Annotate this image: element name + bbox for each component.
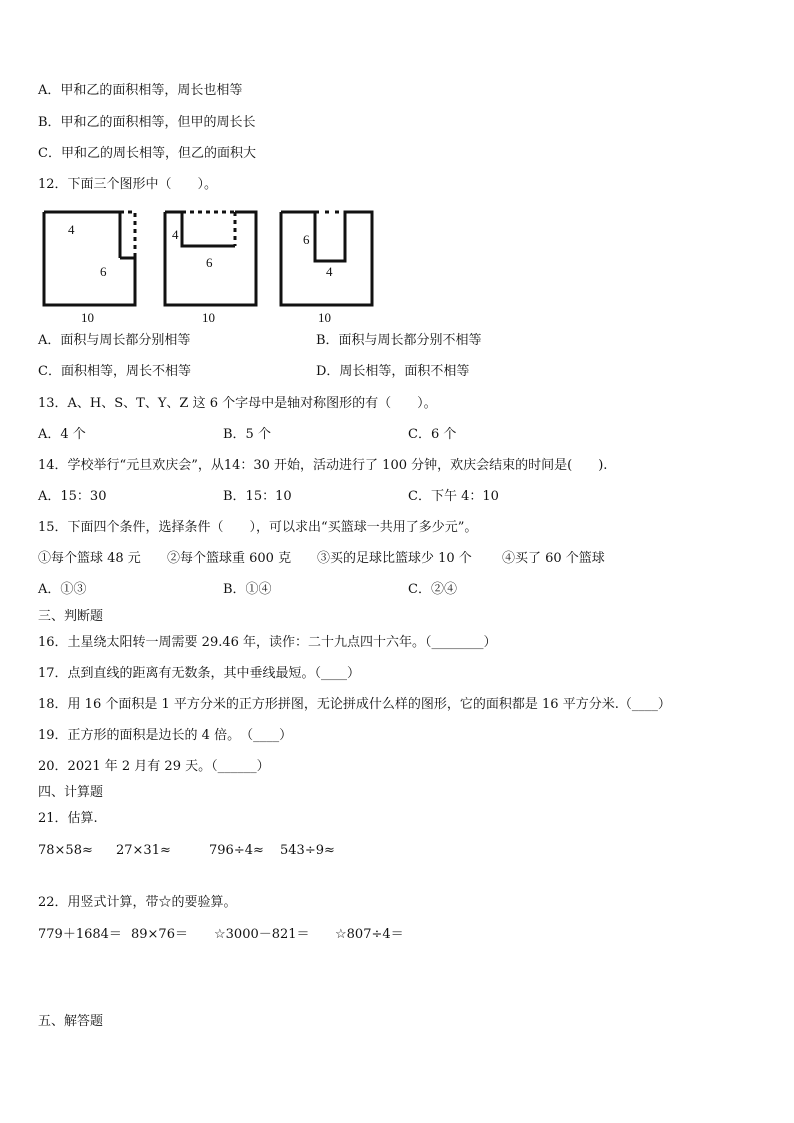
q14-option-c: C．下午 4：10 <box>408 489 499 504</box>
q15-condition-2: ②每个篮球重 600 克 <box>167 551 292 566</box>
q12-figure-2 <box>161 208 265 328</box>
q12-figure-3-bottom-label: 10 <box>318 310 331 325</box>
q12-figure-2-bottom-label: 10 <box>202 310 215 325</box>
section-4-heading: 四、计算题 <box>38 785 104 800</box>
q21-stem: 21．估算. <box>38 811 98 826</box>
q12-figure-3-inner-label: 4 <box>326 264 333 279</box>
q20: 20．2021 年 2 月有 29 天。（______） <box>38 759 270 774</box>
q12-figure-1-bottom-label: 10 <box>81 310 94 325</box>
q22-expression-4: ☆807÷4＝ <box>335 927 404 942</box>
q15-option-b: B．①④ <box>223 582 272 597</box>
q14-stem: 14．学校举行“元旦欢庆会”，从14：30 开始，活动进行了 100 分钟，欢庆会结束的时间是( ). <box>38 458 608 473</box>
q22-expression-2: 89×76＝ <box>131 927 188 942</box>
q14-option-b: B．15：10 <box>223 489 292 504</box>
section-5-heading: 五、解答题 <box>38 1014 104 1029</box>
q13-option-a: A．4 个 <box>38 427 86 442</box>
q17: 17．点到直线的距离有无数条，其中垂线最短。（____） <box>38 666 361 681</box>
q11-option-c: C．甲和乙的周长相等，但乙的面积大 <box>38 146 256 161</box>
q22-expression-1: 779＋1684＝ <box>38 927 122 942</box>
q15-condition-4: ④买了 60 个篮球 <box>502 551 605 566</box>
q14-option-a: A．15：30 <box>38 489 107 504</box>
q12-figure-1 <box>40 208 144 328</box>
q13-stem: 13．A、H、S、T、Y、Z 这 6 个字母中是轴对称图形的有（ ）。 <box>38 396 437 411</box>
q21-expression-1: 78×58≈ <box>38 843 93 858</box>
q15-stem: 15．下面四个条件，选择条件（ ），可以求出“买篮球一共用了多少元”。 <box>38 520 478 535</box>
q13-option-b: B．5 个 <box>223 427 271 442</box>
q15-condition-3: ③买的足球比篮球少 10 个 <box>317 551 472 566</box>
q12-figure-3 <box>277 208 381 328</box>
q18: 18．用 16 个面积是 1 平方分米的正方形拼图，无论拼成什么样的图形，它的面积都是 16 平方分米.（____） <box>38 697 671 712</box>
q15-condition-1: ①每个篮球 48 元 <box>38 551 141 566</box>
q11-option-a: A．甲和乙的面积相等，周长也相等 <box>38 83 243 98</box>
q12-option-c: C．面积相等，周长不相等 <box>38 364 191 379</box>
q22-expression-3: ☆3000－821＝ <box>214 927 310 942</box>
q22-stem: 22．用竖式计算，带☆的要验算。 <box>38 895 237 910</box>
q12-option-a: A．面积与周长都分别相等 <box>38 333 191 348</box>
q12-figure-1-left-label: 4 <box>68 222 75 237</box>
q15-option-a: A．①③ <box>38 582 87 597</box>
q12-figure-2-inner-label: 6 <box>206 255 213 270</box>
q12-stem: 12．下面三个图形中（ ）。 <box>38 177 218 192</box>
q12-figure-1-inner-label: 6 <box>100 264 107 279</box>
section-3-heading: 三、判断题 <box>38 609 104 624</box>
q21-expression-3: 796÷4≈ <box>209 843 264 858</box>
q12-option-b: B．面积与周长都分别不相等 <box>316 333 482 348</box>
q21-expression-2: 27×31≈ <box>116 843 171 858</box>
q21-expression-4: 543÷9≈ <box>280 843 335 858</box>
q11-option-b: B．甲和乙的面积相等，但甲的周长长 <box>38 115 256 130</box>
q16: 16．土星绕太阳转一周需要 29.46 年，读作：二十九点四十六年。（________） <box>38 635 497 650</box>
q12-option-d: D．周长相等，面积不相等 <box>316 364 470 379</box>
q19: 19．正方形的面积是边长的 4 倍。 （____） <box>38 728 293 743</box>
q12-figure-2-left-label: 4 <box>172 227 179 242</box>
q12-figure-3-left-label: 6 <box>303 232 310 247</box>
q13-option-c: C．6 个 <box>408 427 457 442</box>
q15-option-c: C．②④ <box>408 582 457 597</box>
